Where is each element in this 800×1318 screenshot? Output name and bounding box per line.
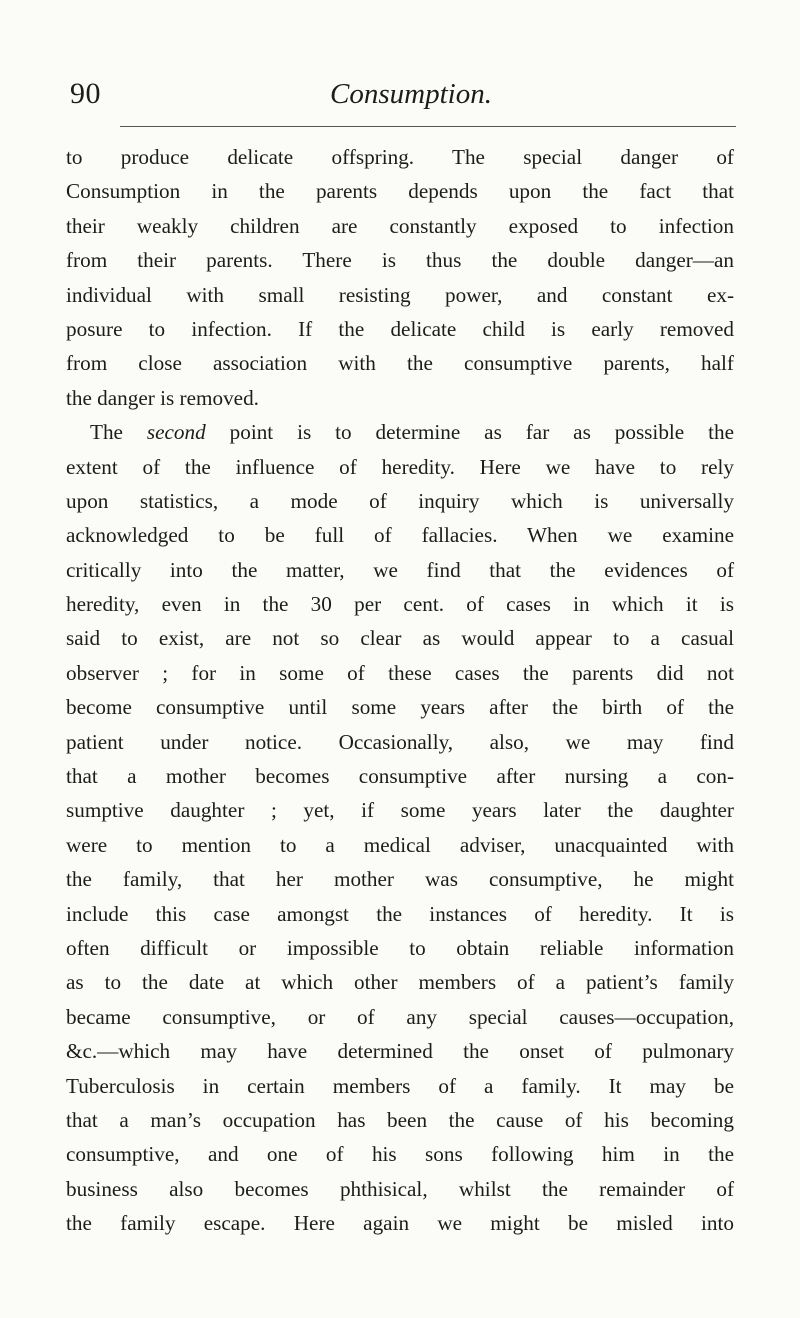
text-line: posure to infection. If the delicate child is early removed	[66, 316, 734, 341]
running-head	[70, 74, 730, 114]
text-line: sumptive daughter ; yet, if some years later the daughter	[66, 798, 734, 823]
text-line: Tuberculosis in certain members of a family. It may be	[66, 1073, 734, 1098]
text-line: the family escape. Here again we might be misled into	[66, 1211, 734, 1236]
paragraph-start-line	[66, 415, 734, 449]
italic-word: second	[146, 420, 206, 445]
text-line: business also becomes phthisical, whilst the remainder of	[66, 1176, 734, 1201]
text-line: were to mention to a medical adviser, unacquainted with	[66, 832, 734, 857]
text-line: that a man’s occupation has been the cause of his becoming	[66, 1107, 734, 1132]
text-line: Consumption in the parents depends upon the fact that	[66, 179, 734, 204]
text-line: observer ; for in some of these cases the parents did not	[66, 660, 734, 685]
text-line: extent of the influence of heredity. Here we have to rely	[66, 454, 734, 479]
text-line: individual with small resisting power, and constant ex-	[66, 282, 734, 307]
text-line: from close association with the consumptive parents, half	[66, 351, 734, 376]
text-line: heredity, even in the 30 per cent. of cases in which it is	[66, 592, 734, 617]
text-line: upon statistics, a mode of inquiry which is universally	[66, 488, 734, 513]
text-line: &c.—which may have determined the onset of pulmonary	[66, 1039, 734, 1064]
text-line: acknowledged to be full of fallacies. When we examine	[66, 523, 734, 548]
text-line: often difficult or impossible to obtain reliable information	[66, 935, 734, 960]
text-line-rest: point is to determine as far as possible the	[229, 420, 735, 445]
text-line: critically into the matter, we find that the evidences of	[66, 557, 734, 582]
text-line: that a mother becomes consumptive after nursing a con-	[66, 764, 734, 789]
text-line: from their parents. There is thus the double danger—an	[66, 248, 734, 273]
text-line: become consumptive until some years after the birth of the	[66, 695, 734, 720]
text-line: the danger is removed.	[66, 385, 259, 410]
page-number: 90	[70, 77, 101, 110]
text-line: their weakly children are constantly exposed to infection	[66, 213, 734, 238]
paragraph-lead-word: The	[90, 420, 123, 445]
text-line: the family, that her mother was consumptive, he might	[66, 867, 734, 892]
header-rule	[120, 126, 736, 127]
text-line: said to exist, are not so clear as would appear to a casual	[66, 626, 734, 651]
text-line: became consumptive, or of any special causes—occupation,	[66, 1004, 734, 1029]
text-line: as to the date at which other members of a patient’s family	[66, 970, 734, 995]
text-line: patient under notice. Occasionally, also, we may find	[66, 729, 734, 754]
body-text	[66, 140, 734, 1241]
text-line: to produce delicate offspring. The special danger of	[66, 145, 734, 169]
running-title: Consumption.	[330, 78, 492, 110]
text-line: include this case amongst the instances of heredity. It is	[66, 901, 734, 926]
text-line: consumptive, and one of his sons following him in the	[66, 1142, 734, 1167]
